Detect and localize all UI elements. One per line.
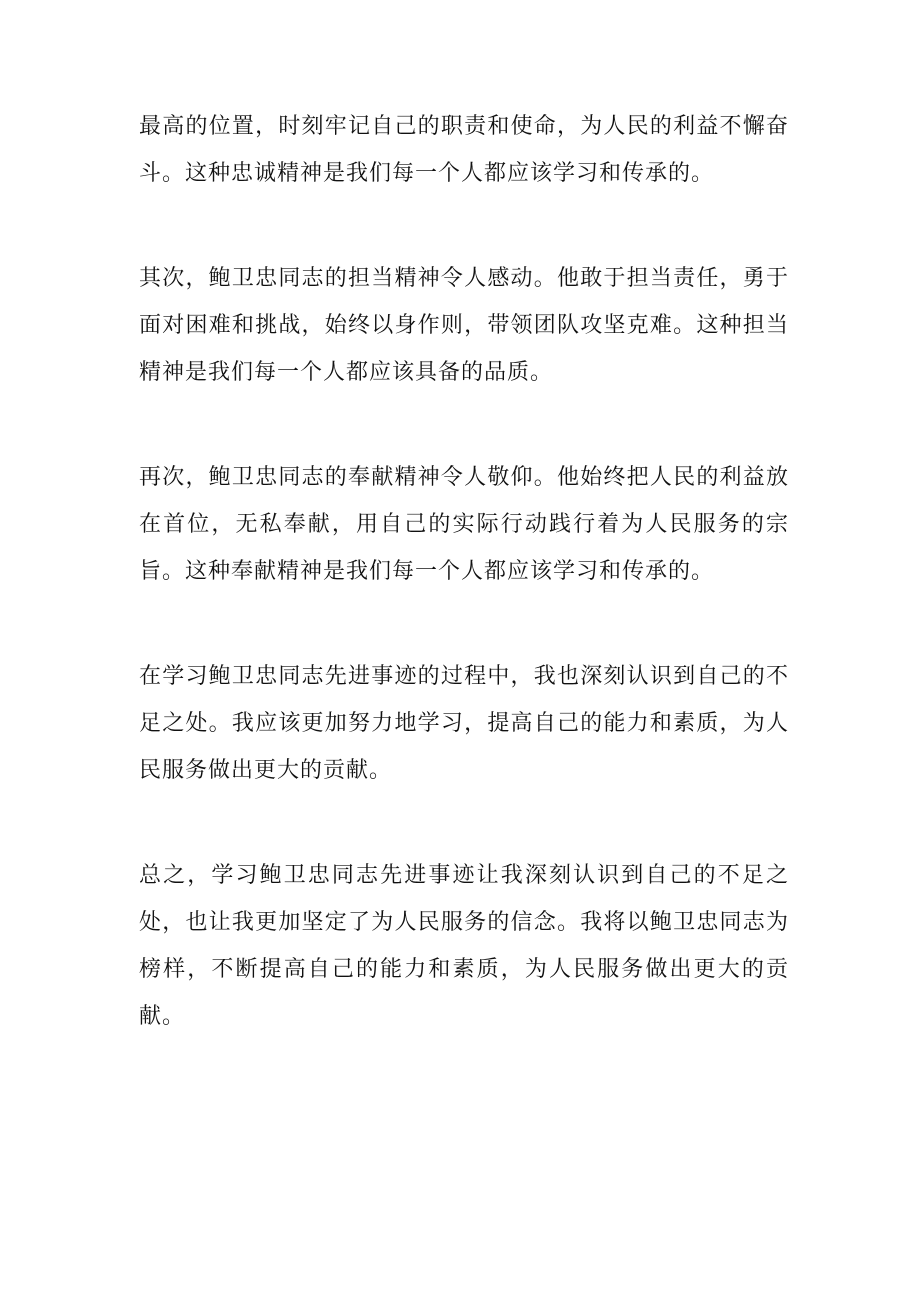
paragraph-responsibility: 其次，鲍卫忠同志的担当精神令人感动。他敢于担当责任，勇于面对困难和挑战，始终以身作则，带领团队攻坚克难。这种担当精神是我们每一个人都应该具备的品质。 bbox=[139, 266, 789, 385]
document-body bbox=[139, 103, 789, 1098]
paragraph-loyalty: 最高的位置，时刻牢记自己的职责和使命，为人民的利益不懈奋斗。这种忠诚精神是我们每一个人都应该学习和传承的。 bbox=[139, 114, 789, 186]
paragraph-conclusion: 总之，学习鲍卫忠同志先进事迹让我深刻认识到自己的不足之处，也让我更加坚定了为人民服务的信念。我将以鲍卫忠同志为榜样，不断提高自己的能力和素质，为人民服务做出更大的贡献。 bbox=[139, 863, 789, 1029]
paragraph-dedication: 再次，鲍卫忠同志的奉献精神令人敬仰。他始终把人民的利益放在首位，无私奉献，用自己的实际行动践行着为人民服务的宗旨。这种奉献精神是我们每一个人都应该学习和传承的。 bbox=[139, 465, 789, 584]
paragraph-self-reflection: 在学习鲍卫忠同志先进事迹的过程中，我也深刻认识到自己的不足之处。我应该更加努力地学习，提高自己的能力和素质，为人民服务做出更大的贡献。 bbox=[139, 664, 789, 783]
